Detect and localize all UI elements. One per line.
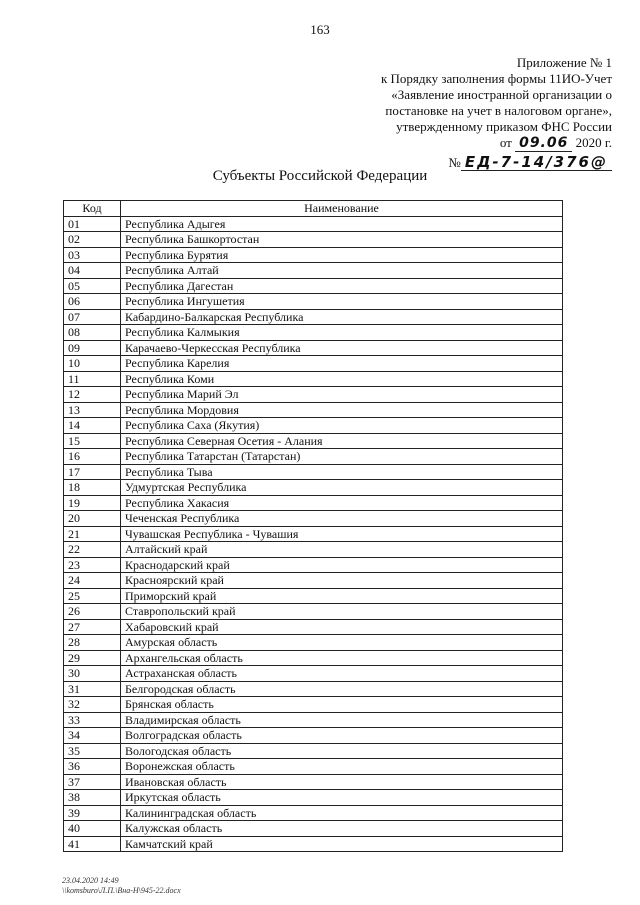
region-name-cell: Астраханская область xyxy=(121,666,563,682)
table-row xyxy=(64,433,563,449)
date-suffix: 2020 г. xyxy=(575,135,612,150)
region-name-cell: Красноярский край xyxy=(121,573,563,589)
region-code-cell: 19 xyxy=(64,495,121,511)
table-row xyxy=(64,790,563,806)
region-name-cell: Амурская область xyxy=(121,635,563,651)
region-code-cell: 27 xyxy=(64,619,121,635)
region-code-cell: 36 xyxy=(64,759,121,775)
region-name-cell: Республика Тыва xyxy=(121,464,563,480)
region-code-cell: 11 xyxy=(64,371,121,387)
region-code-cell: 10 xyxy=(64,356,121,372)
region-code-cell: 26 xyxy=(64,604,121,620)
table-row xyxy=(64,356,563,372)
table-row xyxy=(64,542,563,558)
table-row xyxy=(64,697,563,713)
region-code-cell: 40 xyxy=(64,821,121,837)
region-name-cell: Чувашская Республика - Чувашия xyxy=(121,526,563,542)
region-name-cell: Белгородская область xyxy=(121,681,563,697)
region-name-cell: Иркутская область xyxy=(121,790,563,806)
region-code-cell: 31 xyxy=(64,681,121,697)
region-code-cell: 28 xyxy=(64,635,121,651)
region-code-cell: 06 xyxy=(64,294,121,310)
region-name-cell: Владимирская область xyxy=(121,712,563,728)
region-code-cell: 25 xyxy=(64,588,121,604)
region-code-cell: 02 xyxy=(64,232,121,248)
regions-table xyxy=(63,200,563,852)
region-name-cell: Чеченская Республика xyxy=(121,511,563,527)
region-name-cell: Республика Башкортостан xyxy=(121,232,563,248)
region-name-cell: Республика Алтай xyxy=(121,263,563,279)
table-row xyxy=(64,557,563,573)
region-code-cell: 17 xyxy=(64,464,121,480)
region-name-cell: Республика Хакасия xyxy=(121,495,563,511)
table-row xyxy=(64,650,563,666)
table-row xyxy=(64,573,563,589)
region-name-cell: Республика Бурятия xyxy=(121,247,563,263)
document-title: Субъекты Российской Федерации xyxy=(212,168,428,184)
table-row xyxy=(64,418,563,434)
file-footer xyxy=(62,876,181,896)
table-row xyxy=(64,604,563,620)
table-row xyxy=(64,263,563,279)
table-row xyxy=(64,464,563,480)
region-code-cell: 13 xyxy=(64,402,121,418)
appendix-header xyxy=(312,55,612,171)
table-row xyxy=(64,325,563,341)
region-code-cell: 12 xyxy=(64,387,121,403)
region-code-cell: 03 xyxy=(64,247,121,263)
table-row xyxy=(64,681,563,697)
region-code-cell: 21 xyxy=(64,526,121,542)
region-code-cell: 24 xyxy=(64,573,121,589)
order-date-line xyxy=(312,135,612,152)
table-row xyxy=(64,340,563,356)
region-name-cell: Приморский край xyxy=(121,588,563,604)
table-row xyxy=(64,387,563,403)
region-code-cell: 35 xyxy=(64,743,121,759)
table-header-row xyxy=(64,201,563,217)
region-code-cell: 38 xyxy=(64,790,121,806)
region-code-cell: 30 xyxy=(64,666,121,682)
table-row xyxy=(64,728,563,744)
region-code-cell: 20 xyxy=(64,511,121,527)
table-row xyxy=(64,712,563,728)
region-code-cell: 22 xyxy=(64,542,121,558)
table-row xyxy=(64,480,563,496)
table-row xyxy=(64,511,563,527)
region-code-cell: 04 xyxy=(64,263,121,279)
region-code-cell: 34 xyxy=(64,728,121,744)
region-code-cell: 32 xyxy=(64,697,121,713)
region-code-cell: 15 xyxy=(64,433,121,449)
table-row xyxy=(64,526,563,542)
table-row xyxy=(64,232,563,248)
region-code-cell: 01 xyxy=(64,216,121,232)
footer-timestamp: 23.04.2020 14:49 xyxy=(62,876,119,885)
region-name-cell: Кабардино-Балкарская Республика xyxy=(121,309,563,325)
region-name-cell: Алтайский край xyxy=(121,542,563,558)
appendix-line: «Заявление иностранной организации о xyxy=(391,87,612,102)
region-code-cell: 41 xyxy=(64,836,121,852)
table-row xyxy=(64,836,563,852)
handwritten-date: 09.06 xyxy=(515,135,572,152)
region-name-cell: Хабаровский край xyxy=(121,619,563,635)
region-code-cell: 09 xyxy=(64,340,121,356)
region-code-cell: 37 xyxy=(64,774,121,790)
handwritten-order-number: ЕД-7-14/376@ xyxy=(461,154,612,171)
table-row xyxy=(64,821,563,837)
page-number: 163 xyxy=(310,22,330,37)
region-name-cell: Брянская область xyxy=(121,697,563,713)
table-row xyxy=(64,619,563,635)
region-name-cell: Республика Саха (Якутия) xyxy=(121,418,563,434)
region-code-cell: 07 xyxy=(64,309,121,325)
region-name-cell: Республика Адыгея xyxy=(121,216,563,232)
region-name-cell: Вологодская область xyxy=(121,743,563,759)
region-name-cell: Калининградская область xyxy=(121,805,563,821)
table-row xyxy=(64,666,563,682)
region-code-cell: 05 xyxy=(64,278,121,294)
region-name-cell: Калужская область xyxy=(121,821,563,837)
table-row xyxy=(64,402,563,418)
region-code-cell: 23 xyxy=(64,557,121,573)
appendix-line: к Порядку заполнения формы 11ИО-Учет xyxy=(380,71,612,86)
region-name-cell: Республика Татарстан (Татарстан) xyxy=(121,449,563,465)
region-name-cell: Краснодарский край xyxy=(121,557,563,573)
region-code-cell: 39 xyxy=(64,805,121,821)
region-code-cell: 33 xyxy=(64,712,121,728)
column-header-name: Наименование xyxy=(121,201,563,217)
table-row xyxy=(64,294,563,310)
table-row xyxy=(64,759,563,775)
number-prefix: № xyxy=(448,155,461,170)
region-name-cell: Архангельская область xyxy=(121,650,563,666)
region-name-cell: Ивановская область xyxy=(121,774,563,790)
table-row xyxy=(64,635,563,651)
table-row xyxy=(64,743,563,759)
region-name-cell: Удмуртская Республика xyxy=(121,480,563,496)
region-name-cell: Республика Карелия xyxy=(121,356,563,372)
table-row xyxy=(64,371,563,387)
table-row xyxy=(64,774,563,790)
table-row xyxy=(64,247,563,263)
table-row xyxy=(64,588,563,604)
appendix-line: постановке на учет в налоговом органе», xyxy=(385,103,612,118)
region-code-cell: 18 xyxy=(64,480,121,496)
appendix-line: Приложение № 1 xyxy=(516,55,612,70)
region-name-cell: Камчатский край xyxy=(121,836,563,852)
region-code-cell: 29 xyxy=(64,650,121,666)
table-row xyxy=(64,309,563,325)
footer-file-path: \\komsburo\Л.П.\Вна-Н\945-22.docx xyxy=(62,886,181,895)
region-name-cell: Республика Мордовия xyxy=(121,402,563,418)
appendix-line: утвержденному приказом ФНС России xyxy=(396,119,612,134)
region-name-cell: Волгоградская область xyxy=(121,728,563,744)
table-row xyxy=(64,449,563,465)
region-code-cell: 16 xyxy=(64,449,121,465)
table-row xyxy=(64,278,563,294)
table-row xyxy=(64,495,563,511)
region-name-cell: Республика Коми xyxy=(121,371,563,387)
region-name-cell: Карачаево-Черкесская Республика xyxy=(121,340,563,356)
region-name-cell: Республика Северная Осетия - Алания xyxy=(121,433,563,449)
region-name-cell: Воронежская область xyxy=(121,759,563,775)
region-code-cell: 08 xyxy=(64,325,121,341)
column-header-code: Код xyxy=(64,201,121,217)
region-name-cell: Республика Дагестан xyxy=(121,278,563,294)
date-prefix: от xyxy=(499,135,512,150)
table-row xyxy=(64,805,563,821)
region-name-cell: Республика Ингушетия xyxy=(121,294,563,310)
table-row xyxy=(64,216,563,232)
region-name-cell: Республика Калмыкия xyxy=(121,325,563,341)
region-code-cell: 14 xyxy=(64,418,121,434)
region-name-cell: Ставропольский край xyxy=(121,604,563,620)
region-name-cell: Республика Марий Эл xyxy=(121,387,563,403)
